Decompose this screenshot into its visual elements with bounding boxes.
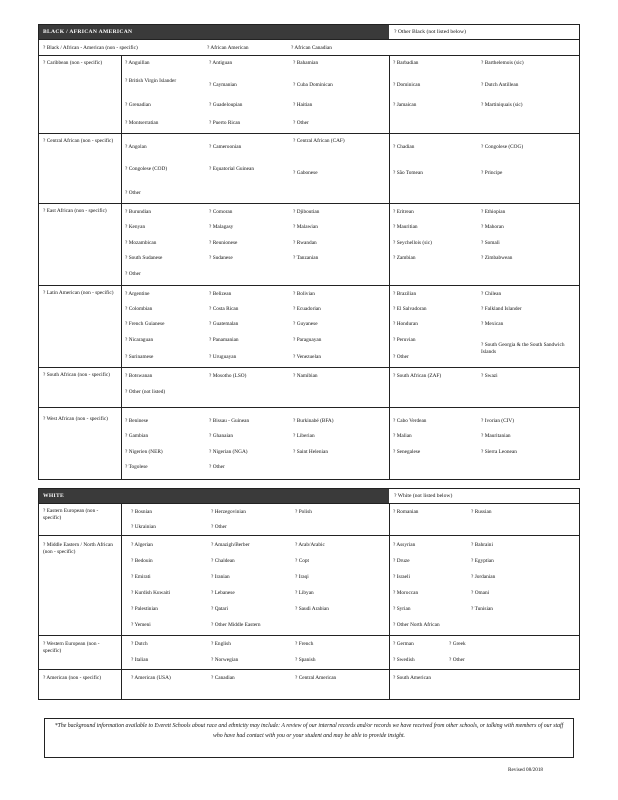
checkbox-option[interactable]: ? Haitian <box>293 102 313 108</box>
group-label[interactable]: ? Central African (non - specific) <box>43 138 114 144</box>
checkbox-option[interactable]: ? Reunionese <box>209 240 238 246</box>
checkbox-option[interactable]: ? Mahoran <box>481 224 504 230</box>
checkbox-option[interactable]: ? Guadeloupian <box>209 102 243 108</box>
caribbean-group <box>38 56 580 134</box>
checkbox-option[interactable]: ? Libyan <box>295 590 314 596</box>
group-label[interactable]: ? South African (non - specific) <box>43 372 110 378</box>
checkbox-option[interactable]: ? South Georgia & the South Sandwich Islands <box>481 342 565 355</box>
checkbox-option[interactable]: ? Sierra Leonean <box>481 449 517 455</box>
checkbox-option[interactable]: ? Bahraini <box>471 542 493 548</box>
checkbox-option[interactable]: ? Zambian <box>393 255 416 261</box>
latin-american-group <box>38 286 580 368</box>
checkbox-option[interactable]: ? Malawian <box>293 224 318 230</box>
checkbox-option[interactable]: ? Guyanese <box>293 321 318 327</box>
checkbox-option[interactable]: ? Tanzanian <box>293 255 319 261</box>
checkbox-option[interactable]: ? Other <box>125 271 141 277</box>
checkbox-option[interactable]: ? Equatorial Guinean <box>209 166 255 172</box>
checkbox-option[interactable]: ? American (USA) <box>131 675 171 681</box>
checkbox-option[interactable]: ? Cabo Verdean <box>393 418 427 424</box>
checkbox-option[interactable]: ? Arab/Arabic <box>295 542 325 548</box>
checkbox-option[interactable]: ? Bahamian <box>293 60 319 66</box>
checkbox-option[interactable]: ? Herzegovinian <box>211 509 246 515</box>
checkbox-option[interactable]: ? Dutch <box>131 641 148 647</box>
checkbox-option[interactable]: ? Tunisian <box>471 606 493 612</box>
checkbox-option[interactable]: ? Guatemalan <box>209 321 239 327</box>
checkbox-option[interactable]: ? Other <box>449 657 465 663</box>
checkbox-option[interactable]: ? Beninese <box>125 418 149 424</box>
checkbox-option[interactable]: ? Mauritian <box>393 224 418 230</box>
checkbox-option[interactable]: ? Nigerien (NER) <box>125 449 163 455</box>
checkbox-option[interactable]: ? Dominican <box>393 82 421 88</box>
group-label[interactable]: ? Western European (non - specific) <box>43 641 100 654</box>
checkbox-option[interactable]: ? Israeli <box>393 574 410 580</box>
checkbox-option[interactable]: ? Togolese <box>125 464 148 470</box>
checkbox-option[interactable]: ? Mauritanian <box>481 433 511 439</box>
checkbox-option[interactable]: ? Barthelemois (sic) <box>481 60 524 66</box>
checkbox-option[interactable]: ? Jordanian <box>471 574 496 580</box>
checkbox-option[interactable]: ? Italian <box>131 657 149 663</box>
checkbox-option[interactable]: ? Burundian <box>125 209 152 215</box>
checkbox-option[interactable]: ? Spanish <box>295 657 316 663</box>
other-white-option[interactable]: ? White (not listed below) <box>394 493 453 499</box>
west-african-group <box>38 408 580 480</box>
black-section-header <box>38 24 580 40</box>
checkbox-option[interactable]: ? Namibian <box>293 373 318 379</box>
checkbox-option[interactable]: ? Swazi <box>481 373 498 379</box>
checkbox-option[interactable]: ? Chilean <box>481 291 502 297</box>
other-black-option[interactable]: ? Other Black (not listed below) <box>394 29 466 35</box>
checkbox-option[interactable]: ? Gabonese <box>293 170 318 176</box>
south-african-group <box>38 368 580 408</box>
checkbox-option[interactable]: ? Greek <box>449 641 466 647</box>
checkbox-option[interactable]: ? Norwegian <box>211 657 239 663</box>
checkbox-option[interactable]: ? Anguillan <box>125 60 150 66</box>
checkbox-option[interactable]: ? Paraguayan <box>293 337 322 343</box>
checkbox-option[interactable]: ? Venezuelan <box>293 354 322 360</box>
checkbox-option[interactable]: ? Brazilian <box>393 291 417 297</box>
checkbox-option[interactable]: ? Belizean <box>209 291 232 297</box>
group-label[interactable]: ? American (non - specific) <box>43 675 101 681</box>
checkbox-option[interactable]: ? Other (not listed) <box>125 389 166 395</box>
checkbox-option[interactable]: ? Comoran <box>209 209 233 215</box>
checkbox-option[interactable]: ? Antiguan <box>209 60 233 66</box>
disclaimer-box: *The background information available to Everett Schools about race and ethnicity may include: A review of our internal records and/or records we have received from other schools, or talking with members of our staff who have had contact with you or your student and may be able to provide insight. <box>44 718 574 758</box>
checkbox-option[interactable]: ? Iranian <box>211 574 230 580</box>
checkbox-option[interactable]: ? Senegalese <box>393 449 421 455</box>
checkbox-option[interactable]: ? Egyptian <box>471 558 494 564</box>
checkbox-option[interactable]: ? Puerto Rican <box>209 120 241 126</box>
checkbox-option[interactable]: ? Sudanese <box>209 255 233 261</box>
group-label[interactable]: ? Latin American (non - specific) <box>43 290 114 296</box>
checkbox-option[interactable]: ? French Guianese <box>125 321 165 327</box>
checkbox-option[interactable]: ? Polish <box>295 509 312 515</box>
checkbox-option[interactable]: ? Bosnian <box>131 509 153 515</box>
checkbox-option[interactable]: ? Peruvian <box>393 337 416 343</box>
checkbox-option[interactable]: ? Chadian <box>393 144 415 150</box>
checkbox-option[interactable]: ? Other North African <box>393 622 440 628</box>
checkbox-option[interactable]: ? Martiniquais (sic) <box>481 102 523 108</box>
checkbox-option[interactable]: ? Barbadian <box>393 60 419 66</box>
checkbox-option[interactable]: ? Jamaican <box>393 102 417 108</box>
group-label[interactable]: ? West African (non - specific) <box>43 416 108 422</box>
checkbox-option[interactable]: ? African Canadian <box>291 45 332 51</box>
checkbox-option[interactable]: ? Cameroonian <box>209 144 242 150</box>
checkbox-option[interactable]: ? Saint Helenian <box>293 449 329 455</box>
checkbox-option[interactable]: ? Congolese (COD) <box>125 166 168 172</box>
checkbox-option[interactable]: ? South American <box>393 675 431 681</box>
checkbox-option[interactable]: ? El Salvadoran <box>393 306 427 312</box>
checkbox-option[interactable]: ? Omani <box>471 590 490 596</box>
checkbox-option[interactable]: ? Kenyan <box>125 224 146 230</box>
checkbox-option[interactable]: ? German <box>393 641 414 647</box>
checkbox-option[interactable]: ? Bolivian <box>293 291 315 297</box>
checkbox-option[interactable]: ? Botswanan <box>125 373 153 379</box>
black-section-title: BLACK / AFRICAN AMERICAN <box>39 25 389 39</box>
checkbox-option[interactable]: ? Druze <box>393 558 410 564</box>
checkbox-option[interactable]: ? Palestinian <box>131 606 158 612</box>
checkbox-option[interactable]: ? Romanian <box>393 509 419 515</box>
east-african-group <box>38 204 580 286</box>
checkbox-option[interactable]: ? Malagasy <box>209 224 234 230</box>
checkbox-option[interactable]: ? Nicaraguan <box>125 337 154 343</box>
checkbox-option[interactable]: ? Panamanian <box>209 337 239 343</box>
checkbox-option[interactable]: ? Swedish <box>393 657 415 663</box>
checkbox-option[interactable]: ? Seychellois (sic) <box>393 240 432 246</box>
checkbox-option[interactable]: ? Falkland Islander <box>481 306 522 312</box>
western-european-group <box>38 636 580 670</box>
revision-date: Revised 08/2018 <box>508 767 544 773</box>
checkbox-option[interactable]: ? Rwandan <box>293 240 317 246</box>
checkbox-option[interactable]: ? Ecuadorian <box>293 306 321 312</box>
checkbox-option[interactable]: ? Kurdish Kuwaiti <box>131 590 171 596</box>
checkbox-option[interactable]: ? Assyrian <box>393 542 416 548</box>
checkbox-option[interactable]: ? Saudi Arabian <box>295 606 329 612</box>
checkbox-option[interactable]: ? Montserratian <box>125 120 159 126</box>
checkbox-option[interactable]: ? Ghanaian <box>209 433 233 439</box>
checkbox-option[interactable]: ? Bedouin <box>131 558 153 564</box>
checkbox-option[interactable]: ? Uruguayan <box>209 354 237 360</box>
checkbox-option[interactable]: ? Amazigh/Berber <box>211 542 250 548</box>
checkbox-option[interactable]: ? Angolan <box>125 144 147 150</box>
checkbox-option[interactable]: ? Central African (CAF) <box>293 138 345 144</box>
checkbox-option[interactable]: ? Surinamese <box>125 354 154 360</box>
checkbox-option[interactable]: ? Cuba Dominican <box>293 82 333 88</box>
checkbox-option[interactable]: ? British Virgin Islander <box>125 78 177 84</box>
checkbox-option[interactable]: ? Somali <box>481 240 500 246</box>
checkbox-option[interactable]: ? Other <box>125 190 141 196</box>
group-label[interactable]: ? Eastern European (non - specific) <box>43 508 99 521</box>
checkbox-option[interactable]: ? Burkinabé (BFA) <box>293 418 334 424</box>
checkbox-option[interactable]: ? Ivorian (CIV) <box>481 418 514 424</box>
checkbox-option[interactable]: ? Gambian <box>125 433 149 439</box>
checkbox-option[interactable]: ? Other Middle Eastern <box>211 622 261 628</box>
checkbox-option[interactable]: ? Yemeni <box>131 622 151 628</box>
checkbox-option[interactable]: ? Algerian <box>131 542 153 548</box>
checkbox-option[interactable]: ? Central American <box>295 675 337 681</box>
checkbox-option[interactable]: ? Canadian <box>211 675 235 681</box>
checkbox-option[interactable]: ? English <box>211 641 231 647</box>
checkbox-option[interactable]: ? Black / African - American (non - specific) <box>43 45 138 51</box>
checkbox-option[interactable]: ? Russian <box>471 509 492 515</box>
checkbox-option[interactable]: ? Principe <box>481 170 503 176</box>
checkbox-option[interactable]: ? Syrian <box>393 606 411 612</box>
checkbox-option[interactable]: ? Argentine <box>125 291 150 297</box>
checkbox-option[interactable]: ? Caymanian <box>209 82 237 88</box>
checkbox-option[interactable]: ? Lebanese <box>211 590 235 596</box>
checkbox-option[interactable]: ? Malian <box>393 433 412 439</box>
checkbox-option[interactable]: ? Mexican <box>481 321 504 327</box>
checkbox-option[interactable]: ? Grenadian <box>125 102 151 108</box>
checkbox-option[interactable]: ? African American <box>207 45 249 51</box>
checkbox-option[interactable]: ? Other <box>211 524 227 530</box>
checkbox-option[interactable]: ? Other <box>293 120 309 126</box>
white-section-header <box>38 488 580 504</box>
checkbox-option[interactable]: ? Zimbabwean <box>481 255 513 261</box>
checkbox-option[interactable]: ? Copt <box>295 558 309 564</box>
group-label[interactable]: ? Caribbean (non - specific) <box>43 60 103 66</box>
group-label[interactable]: ? Middle Eastern / North African (non - specific) <box>43 542 113 555</box>
checkbox-option[interactable]: ? Colombian <box>125 306 153 312</box>
checkbox-option[interactable]: ? Mosotho (LSO) <box>209 373 247 379</box>
checkbox-option[interactable]: ? South Sudanese <box>125 255 163 261</box>
checkbox-option[interactable]: ? Liberian <box>293 433 315 439</box>
checkbox-option[interactable]: ? São Tomean <box>393 170 423 176</box>
checkbox-option[interactable]: ? Congolese (COG) <box>481 144 524 150</box>
group-label[interactable]: ? East African (non - specific) <box>43 208 107 214</box>
checkbox-option[interactable]: ? Djiboutian <box>293 209 320 215</box>
checkbox-option[interactable]: ? French <box>295 641 314 647</box>
checkbox-option[interactable]: ? Other <box>209 464 225 470</box>
checkbox-option[interactable]: ? Ukrainian <box>131 524 156 530</box>
checkbox-option[interactable]: ? Eritrean <box>393 209 414 215</box>
checkbox-option[interactable]: ? Other <box>393 354 409 360</box>
checkbox-option[interactable]: ? Chaldean <box>211 558 235 564</box>
checkbox-option[interactable]: ? Honduran <box>393 321 418 327</box>
checkbox-option[interactable]: ? Mozambican <box>125 240 157 246</box>
checkbox-option[interactable]: ? Emirati <box>131 574 151 580</box>
white-section-title: WHITE <box>39 489 389 503</box>
checkbox-option[interactable]: ? Iraqi <box>295 574 309 580</box>
checkbox-option[interactable]: ? South African (ZAF) <box>393 373 442 379</box>
checkbox-option[interactable]: ? Costa Rican <box>209 306 239 312</box>
central-african-group <box>38 134 580 204</box>
checkbox-option[interactable]: ? Ethiopian <box>481 209 506 215</box>
eastern-european-group <box>38 504 580 536</box>
checkbox-option[interactable]: ? Nigerian (NGA) <box>209 449 248 455</box>
checkbox-option[interactable]: ? Qatari <box>211 606 228 612</box>
black-nonspecific-row <box>38 40 580 56</box>
middle-eastern-north-african-group <box>38 536 580 636</box>
checkbox-option[interactable]: ? Bissau - Guinean <box>209 418 250 424</box>
american-group <box>38 670 580 700</box>
checkbox-option[interactable]: ? Dutch Antillean <box>481 82 519 88</box>
checkbox-option[interactable]: ? Moroccan <box>393 590 419 596</box>
